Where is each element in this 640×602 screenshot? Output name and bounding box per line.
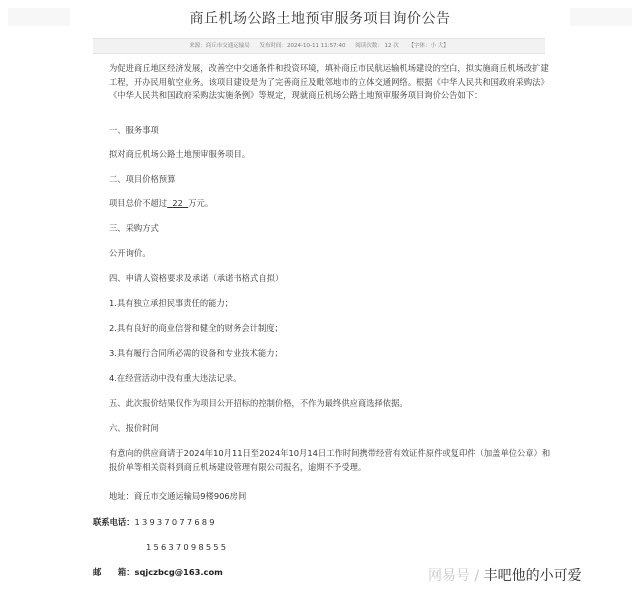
phone-line-1 (93, 516, 553, 530)
requirement-item: 2.具有良好的商业信誉和健全的财务会计制度； (109, 323, 283, 333)
requirement-item: 3.具有履行合同所必需的设备和专业技术能力； (109, 348, 283, 358)
section-heading-4: 四、申请人资格要求及承诺（承诺书格式自拟） (109, 273, 284, 283)
phone-line-2 (93, 541, 553, 555)
address-line: 地址：商丘市交通运输局9楼906房间 (109, 491, 247, 501)
section-text-3: 公开询价。 (109, 248, 151, 258)
meta-views: 阅读次数： 12 次 (355, 43, 399, 49)
section-heading-6: 六、报价时间 (109, 423, 159, 433)
watermark-author: 丰吧他的小可爱 (483, 568, 582, 584)
budget-line (93, 197, 553, 211)
budget-suffix: 万元。 (188, 198, 214, 208)
article-meta-bar (93, 38, 545, 54)
meta-time: 发布时间：2024-10-11 11:57:40 (259, 43, 346, 49)
section-heading-1: 一、服务事项 (109, 125, 159, 135)
section-text-5: 五、此次报价结果仅作为项目公开招标的控制价格，不作为最终供应商选择依据。 (109, 398, 408, 408)
watermark (428, 565, 582, 585)
page-title: 商丘机场公路土地预审服务项目询价公告 (189, 11, 451, 27)
email-label: 邮 箱： (93, 567, 135, 577)
meta-source: 来源：商丘市交通运输局 (189, 43, 250, 49)
requirement-item: 4.在经营活动中没有重大违法记录。 (109, 373, 242, 383)
font-size-toggle[interactable]: 【字体：小 大】 (408, 43, 449, 49)
budget-amount-value: 22 (172, 198, 183, 208)
watermark-divider: / (474, 568, 484, 584)
section-heading-3: 三、采购方式 (109, 223, 159, 233)
section-text-1: 拟对商丘机场公路土地预审服务项目。 (109, 149, 251, 159)
section-text-6: 有意向的供应商请于2024年10月11日至2024年10月14日工作时间携带经营有效证件原件或复印件（加盖单位公章）和报价单等相关资料到商丘机场建设管理有限公司报名，逾期不予受理。 (109, 448, 551, 472)
requirement-item: 1.具有独立承担民事责任的能力； (109, 298, 234, 308)
intro-paragraph: 为促进商丘地区经济发展，改善空中交通条件和投资环境，填补商丘市民航运输机场建设的空白，拟实施商丘机场改扩建工程，开办民用航空业务。该项目建设是为了完善商丘及毗邻地市的立体交通网络。根据《中华人民共和国政府采购法》《中华人民共和国政府采购法实施条例》等规定，现就商丘机场公路土地预审服务项目询价公告如下： (109, 63, 549, 101)
phone-number-1: 13937077689 (134, 517, 217, 527)
section-heading-2: 二、项目价格预算 (109, 174, 176, 184)
email-address[interactable]: sqjczbcg@163.com (134, 567, 223, 577)
budget-prefix: 项目总价不超过 (109, 198, 168, 208)
watermark-brand: 网易号 (428, 568, 470, 584)
budget-amount (167, 198, 188, 208)
phone-number-2: 15637098555 (146, 542, 229, 552)
phone-label: 联系电话： (93, 517, 135, 527)
